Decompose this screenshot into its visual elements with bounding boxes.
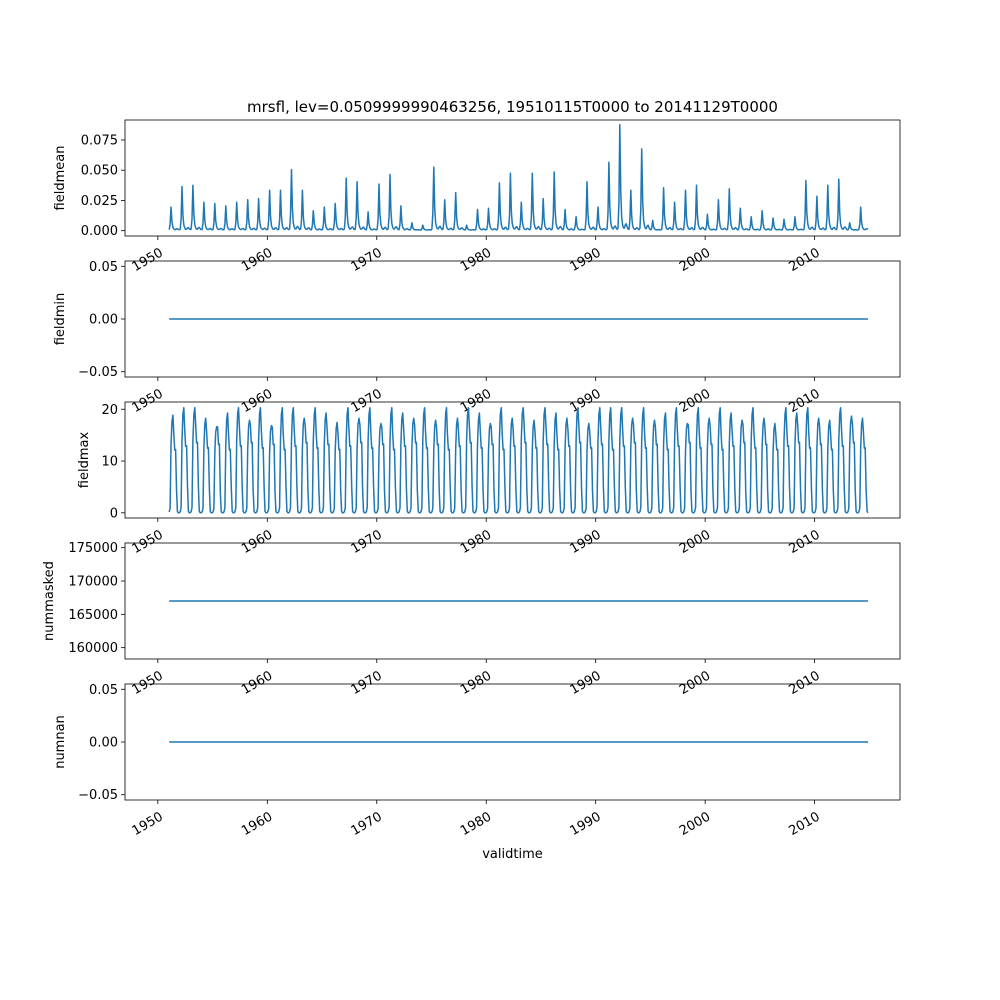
y-tick-label-fieldmin: 0.00 (89, 312, 118, 328)
x-tick-label-nummasked: 1990 (567, 668, 604, 699)
y-tick-label-fieldmean: 0.050 (80, 163, 118, 179)
y-tick-label-numnan: −0.05 (78, 788, 118, 804)
x-tick-label-fieldmean: 1980 (458, 245, 495, 276)
x-tick-label-fieldmax: 1990 (567, 527, 604, 558)
y-tick-label-numnan: 0.05 (89, 682, 118, 698)
x-tick-label-fieldmin: 1980 (458, 386, 495, 417)
y-tick-label-fieldmean: 0.075 (80, 133, 118, 149)
y-tick-label-fieldmax: 20 (101, 402, 118, 418)
y-axis-label-nummasked: nummasked (42, 561, 57, 641)
x-tick-label-fieldmean: 2010 (786, 245, 823, 276)
x-tick-label-fieldmax: 1950 (129, 527, 166, 558)
x-tick-label-fieldmin: 1970 (348, 386, 385, 417)
x-tick-label-fieldmean: 2000 (676, 245, 714, 276)
x-tick-label-nummasked: 1950 (129, 668, 166, 699)
x-tick-label-fieldmean: 1960 (239, 245, 276, 276)
x-tick-label-numnan: 1990 (567, 809, 604, 840)
x-tick-label-fieldmin: 1960 (239, 386, 276, 417)
y-tick-label-fieldmax: 0 (109, 506, 118, 522)
x-tick-label-fieldmax: 1970 (348, 527, 385, 558)
x-tick-label-fieldmean: 1950 (129, 245, 166, 276)
y-tick-label-numnan: 0.00 (89, 735, 118, 751)
x-tick-label-numnan: 1960 (239, 809, 276, 840)
y-tick-label-fieldmean: 0.000 (80, 224, 118, 240)
x-tick-label-nummasked: 1970 (348, 668, 385, 699)
y-tick-label-fieldmax: 10 (101, 454, 118, 470)
x-tick-label-fieldmean: 1990 (567, 245, 604, 276)
y-axis-label-fieldmin: fieldmin (53, 292, 68, 346)
x-tick-label-fieldmin: 1950 (129, 386, 166, 417)
x-tick-label-fieldmean: 1970 (348, 245, 385, 276)
x-tick-label-nummasked: 2000 (676, 668, 714, 699)
x-tick-label-fieldmax: 2010 (786, 527, 823, 558)
x-tick-label-numnan: 1970 (348, 809, 385, 840)
figure-title: mrsfl, lev=0.0509999990463256, 19510115T0000 to 20141129T0000 (247, 98, 778, 116)
y-tick-label-nummasked: 160000 (68, 641, 118, 657)
x-axis-label: validtime (482, 847, 543, 862)
y-tick-label-nummasked: 175000 (68, 541, 118, 557)
y-axis-label-numnan: numnan (53, 715, 68, 769)
y-tick-label-fieldmin: −0.05 (78, 365, 118, 381)
x-tick-label-fieldmax: 2000 (676, 527, 714, 558)
x-tick-label-fieldmin: 1990 (567, 386, 604, 417)
x-tick-label-numnan: 1980 (458, 809, 495, 840)
x-tick-label-fieldmin: 2010 (786, 386, 823, 417)
y-tick-label-nummasked: 165000 (68, 607, 118, 623)
x-tick-label-numnan: 1950 (129, 809, 166, 840)
x-tick-label-nummasked: 1980 (458, 668, 495, 699)
x-tick-label-fieldmax: 1960 (239, 527, 276, 558)
y-axis-label-fieldmean: fieldmean (53, 145, 68, 211)
x-tick-label-nummasked: 1960 (239, 668, 276, 699)
y-axis-label-fieldmax: fieldmax (77, 431, 92, 489)
y-tick-label-nummasked: 170000 (68, 574, 118, 590)
x-tick-label-fieldmax: 1980 (458, 527, 495, 558)
x-tick-label-fieldmin: 2000 (676, 386, 714, 417)
y-tick-label-fieldmean: 0.025 (80, 193, 118, 209)
x-tick-label-numnan: 2000 (676, 809, 714, 840)
x-tick-label-nummasked: 2010 (786, 668, 823, 699)
y-tick-label-fieldmin: 0.05 (89, 259, 118, 275)
x-tick-label-numnan: 2010 (786, 809, 823, 840)
